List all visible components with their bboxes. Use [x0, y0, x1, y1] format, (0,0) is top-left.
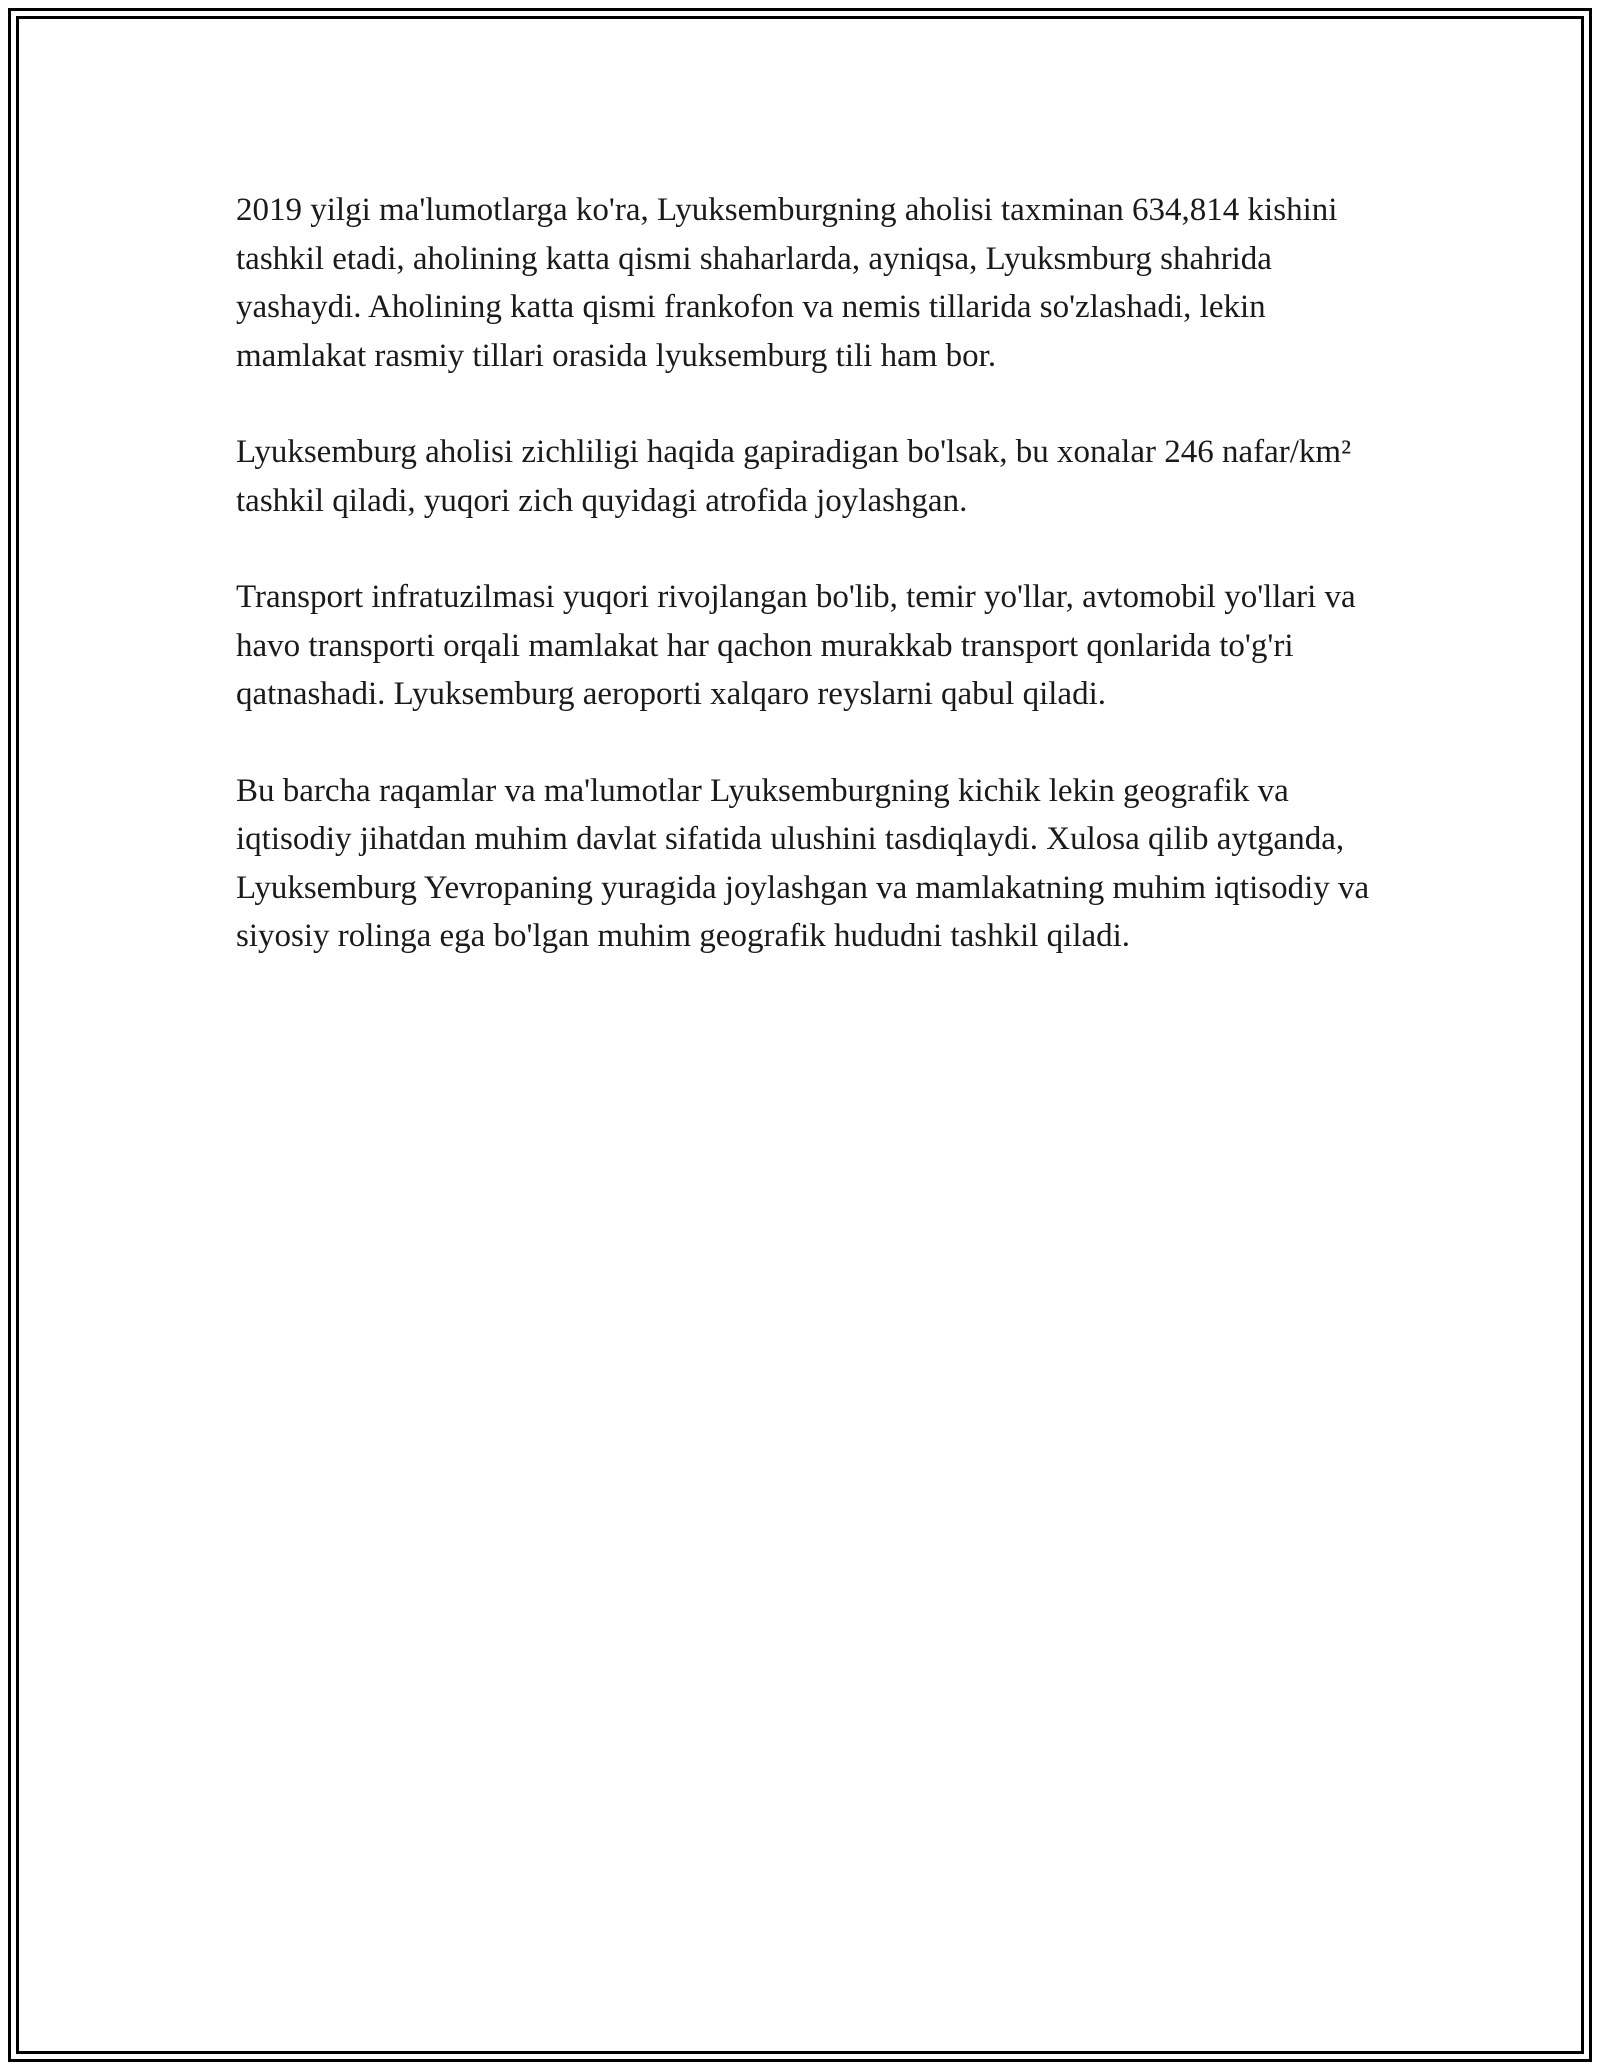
paragraph-conclusion: Bu barcha raqamlar va ma'lumotlar Lyuksemburgning kichik lekin geografik va iqtisodiy jihatdan muhim davlat sifatida ulushini tasdiqlaydi. Xulosa qilib aytganda, Lyuksemburg Yevropaning yuragida joylashgan va mamlakatning muhim iqtisodiy va siyosiy rolinga ega bo'lgan muhim geografik hududni tashkil qiladi.: [236, 772, 1370, 954]
paragraph-density: Lyuksemburg aholisi zichliligi haqida gapiradigan bo'lsak, bu xonalar 246 nafar/km² tashkil qiladi, yuqori zich quyidagi atrofida joylashgan.: [236, 434, 1351, 519]
document-body: [236, 186, 1386, 1009]
paragraph-population: 2019 yilgi ma'lumotlarga ko'ra, Lyuksemburgning aholisi taxminan 634,814 kishini tashkil etadi, aholining katta qismi shaharlarda, ayniqsa, Lyuksmburg shahrida yashaydi. Aholining katta qismi frankofon va nemis tillarida so'zlashadi, lekin mamlakat rasmiy tillari orasida lyuksemburg tili ham bor.: [236, 192, 1338, 374]
paragraph-transport: Transport infratuzilmasi yuqori rivojlangan bo'lib, temir yo'llar, avtomobil yo'llari va havo transporti orqali mamlakat har qachon murakkab transport qonlarida to'g'ri qatnashadi. Lyuksemburg aeroporti xalqaro reyslarni qabul qiladi.: [236, 579, 1356, 712]
